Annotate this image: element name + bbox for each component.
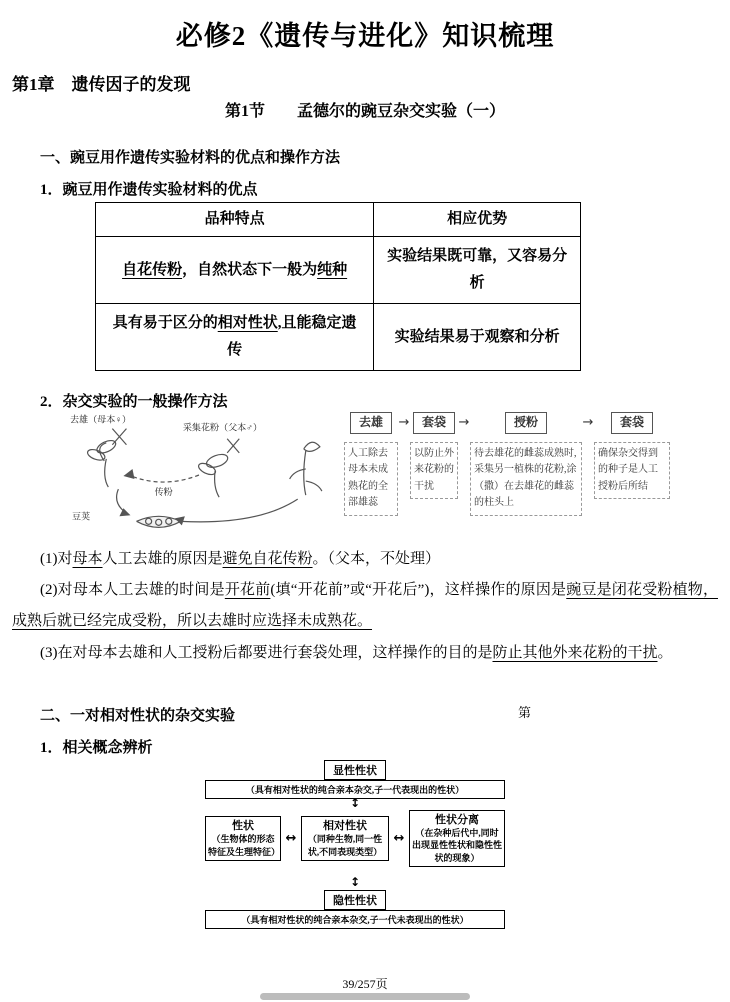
arrow-horizontal-icon: ↔ — [285, 830, 297, 846]
flow-step-bagging-2: 套袋 — [611, 412, 653, 434]
table-cell-advantage-2: 实验结果易于观察和分析 — [374, 304, 581, 371]
arrow-right-icon: → — [582, 415, 594, 430]
flow-desc-bagging-2: 确保杂交得到的种子是人工授粉后所结 — [594, 442, 670, 500]
stray-page-char: 第 — [518, 705, 532, 720]
trait-desc: （生物体的形态特征及生理特征） — [208, 834, 281, 857]
table-row — [96, 304, 581, 371]
table-header-row — [96, 203, 581, 237]
trait-segregation-title: 性状分离 — [435, 814, 479, 826]
text-segment: 。（父本，不处理） — [312, 551, 441, 567]
text-segment: (1)对 — [40, 551, 73, 567]
flow-column-pollination — [470, 412, 582, 516]
arrow-vertical-icon: ↕ — [349, 875, 361, 889]
flow-step-bagging-1: 套袋 — [413, 412, 455, 434]
section-heading: 第1节 孟德尔的豌豆杂交实验（一） — [224, 103, 505, 120]
text-segment: 具有易于区分的 — [112, 315, 218, 331]
arrow-right-icon: → — [458, 415, 470, 430]
label-emasculation: 去雄（母本♀） — [70, 414, 132, 425]
text-segment: 避免自花传粉 — [222, 551, 313, 567]
table-header-trait: 品种特点 — [96, 203, 374, 237]
paragraph-bagging-purpose — [12, 638, 718, 669]
flow-column-emasculation — [344, 412, 398, 516]
label-pollination: 传粉 — [154, 487, 173, 498]
arrow-horizontal-icon: ↔ — [393, 830, 405, 846]
arrow-vertical-icon: ↕ — [349, 796, 361, 810]
relative-trait-box — [301, 816, 389, 861]
trait-title: 性状 — [232, 820, 254, 833]
label-collect-pollen: 采集花粉（父本♂） — [182, 422, 263, 433]
recessive-trait-desc: （具有相对性状的纯合亲本杂交,子一代未表现出的性状） — [205, 910, 505, 929]
trait-segregation-desc: （在杂种后代中,同时出现显性性状和隐性性状的现象） — [412, 828, 503, 863]
concept-map — [205, 760, 505, 932]
part1-point1-heading: 1．豌豆用作遗传实验材料的优点 — [40, 182, 258, 198]
text-segment: ,且能稳定遗传 — [227, 315, 357, 358]
paragraph-emasculation-reason — [12, 544, 718, 575]
trait-segregation-box — [409, 810, 505, 867]
text-segment: (填“开花前”或“开花后”)，这样操作的原因是 — [270, 582, 567, 598]
flow-desc-emasculation: 人工除去母本未成熟花的全部雄蕊 — [344, 442, 398, 516]
flow-desc-pollination: 待去雄花的雌蕊成熟时,采集另一植株的花粉,涂（撒）在去雄花的雌蕊的柱头上 — [470, 442, 582, 516]
paragraph-emasculation-timing — [12, 575, 718, 637]
bottom-scrollbar[interactable] — [260, 993, 470, 1000]
trait-box — [205, 816, 281, 861]
text-segment: 豌豆是闭花受粉植物，成熟后就已经完成受粉，所以去雄时应选择未成熟花。 — [12, 582, 718, 629]
table-cell-trait-1 — [96, 237, 374, 304]
part1-heading: 一、豌豆用作遗传实验材料的优点和操作方法 — [40, 150, 341, 166]
text-segment: 母本 — [72, 551, 103, 567]
document-title: 必修2《遗传与进化》知识梳理 — [175, 21, 555, 51]
pea-crossing-illustration — [66, 408, 338, 542]
procedure-flowchart — [344, 412, 674, 516]
text-segment: 开花前 — [224, 582, 271, 598]
pea-advantages-table — [95, 202, 581, 371]
dominant-trait-box: 显性性状 — [324, 760, 386, 780]
table-cell-trait-2 — [96, 304, 374, 371]
part1-point2-heading: 2．杂交实验的一般操作方法 — [40, 394, 228, 410]
recessive-trait-box: 隐性性状 — [324, 890, 386, 910]
text-segment: 纯种 — [317, 261, 348, 278]
text-segment: 相对性状 — [217, 315, 278, 331]
text-segment: 。 — [657, 645, 673, 661]
label-pod: 豆荚 — [72, 511, 91, 522]
chapter-heading: 第1章 遗传因子的发现 — [12, 75, 191, 94]
flow-desc-bagging-1: 以防止外来花粉的干扰 — [410, 442, 458, 500]
table-row — [96, 237, 581, 304]
relative-trait-title: 相对性状 — [323, 820, 367, 833]
text-segment: 自花传粉 — [122, 261, 183, 278]
concept-map-middle-row — [205, 810, 505, 867]
text-segment: 防止其他外来花粉的干扰 — [492, 645, 658, 661]
arrow-right-icon: → — [398, 415, 410, 430]
part2-point1-heading: 1．相关概念辨析 — [40, 740, 153, 756]
text-segment: (3)在对母本去雄和人工授粉后都要进行套袋处理，这样操作的目的是 — [40, 645, 493, 661]
flow-column-bagging-1 — [410, 412, 458, 499]
table-cell-advantage-1: 实验结果既可靠，又容易分析 — [374, 237, 581, 304]
dominant-trait-desc: （具有相对性状的纯合亲本杂交,子一代表现出的性状） — [205, 780, 505, 799]
table-header-advantage: 相应优势 — [374, 203, 581, 237]
text-segment: (2)对母本人工去雄的时间是 — [40, 582, 225, 598]
flow-column-bagging-2 — [594, 412, 670, 499]
flow-step-pollination: 授粉 — [505, 412, 547, 434]
part2-heading: 二、一对相对性状的杂交实验 — [40, 708, 236, 724]
text-segment: 人工去雄的原因是 — [102, 551, 223, 567]
flow-step-emasculation: 去雄 — [350, 412, 392, 434]
text-segment: ，自然状态下一般为 — [182, 261, 318, 278]
relative-trait-desc: （同种生物,同一性状,不同表现类型） — [307, 834, 383, 857]
page-number: 39/257页 — [342, 977, 388, 991]
